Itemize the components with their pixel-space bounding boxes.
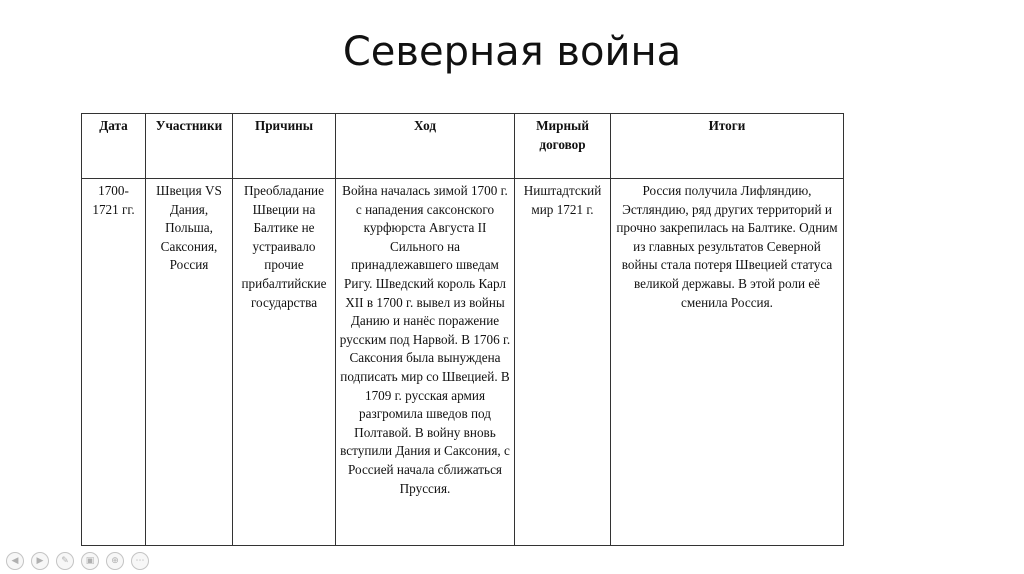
header-results: Итоги xyxy=(611,114,844,179)
cell-treaty: Ништадтский мир 1721 г. xyxy=(515,179,611,546)
header-participants: Участники xyxy=(146,114,233,179)
previous-icon[interactable]: ◀ xyxy=(6,552,24,570)
slides-icon[interactable]: ▣ xyxy=(81,552,99,570)
slide-title: Северная война xyxy=(342,29,682,75)
cell-results: Россия получила Лифляндию, Эстляндию, ряд других территорий и прочно закрепилась на Балтике. Одним из главных результатов Северной войны стала потеря Швецией статуса великой державы. В этой роли её сменила Россия. xyxy=(611,179,844,546)
cell-participants: Швеция VS Дания, Польша, Саксония, Россия xyxy=(146,179,233,546)
history-table xyxy=(81,113,844,546)
more-icon[interactable]: ⋯ xyxy=(131,552,149,570)
cell-causes: Преобладание Швеции на Балтике не устраивало прочие прибалтийские государства xyxy=(233,179,336,546)
zoom-icon[interactable]: ⊕ xyxy=(106,552,124,570)
header-treaty: Мирный договор xyxy=(515,114,611,179)
header-causes: Причины xyxy=(233,114,336,179)
header-course: Ход xyxy=(336,114,515,179)
player-controls xyxy=(6,552,149,570)
pen-icon[interactable]: ✎ xyxy=(56,552,74,570)
cell-date: 1700-1721 гг. xyxy=(82,179,146,546)
table-header-row xyxy=(82,114,844,179)
cell-course: Война началась зимой 1700 г. с нападения саксонского курфюрста Августа II Сильного на принадлежавшего шведам Ригу. Шведский король Карл XII в 1700 г. вывел из войны Данию и нанёс поражение русским под Нарвой. В 1706 г. Саксония была вынуждена подписать мир со Швецией. В 1709 г. русская армия разгромила шведов под Полтавой. В войну вновь вступили Дания и Саксония, с Россией начала сближаться Пруссия. xyxy=(336,179,515,546)
header-date: Дата xyxy=(82,114,146,179)
table-row xyxy=(82,179,844,546)
next-icon[interactable]: ▶ xyxy=(31,552,49,570)
